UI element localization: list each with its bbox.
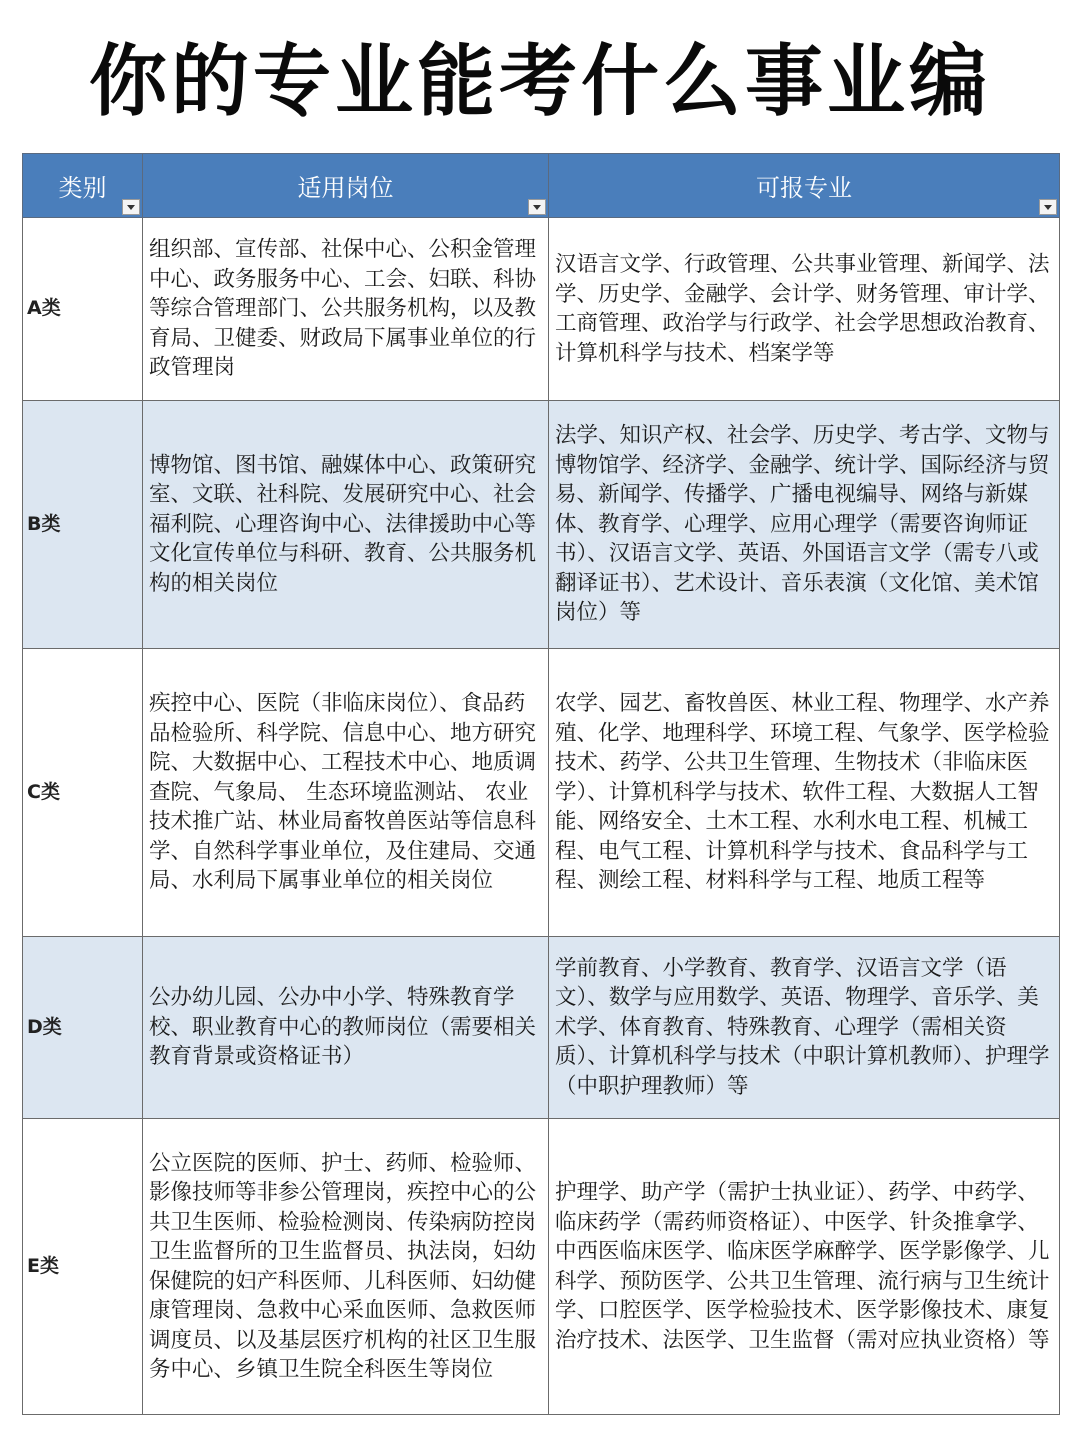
category-table [22, 153, 1060, 1415]
majors-text: 护理学、助产学（需护士执业证）、药学、中药学、临床药学（需药师资格证）、中医学、针灸推拿学、中西医临床医学、临床医学麻醉学、医学影像学、儿科学、预防医学、公共卫生管理、流行病与卫生统计学、口腔医学、医学检验技术、医学影像技术、康复治疗技术、法医学、卫生监督（需对应执业资格）等 [555, 1180, 1050, 1353]
positions-cell [143, 401, 549, 649]
header-row [23, 154, 1060, 218]
page-title: 你的专业能考什么事业编 [88, 37, 991, 127]
majors-text: 农学、园艺、畜牧兽医、林业工程、物理学、水产养殖、化学、地理科学、环境工程、气象学、医学检验技术、药学、公共卫生管理、生物技术（非临床医学）、计算机科学与技术、软件工程、大数据人工智能、网络安全、土木工程、水利水电工程、机械工程、电气工程、计算机科学与技术、食品科学与工程、测绘工程、材料科学与工程、地质工程等 [555, 691, 1050, 894]
header-majors-label: 可报专业 [756, 174, 852, 202]
majors-cell [549, 218, 1060, 401]
header-positions-label: 适用岗位 [297, 174, 394, 202]
majors-cell [549, 649, 1060, 937]
filter-dropdown-icon[interactable] [1039, 199, 1057, 215]
positions-text: 博物馆、图书馆、融媒体中心、政策研究室、文联、社科院、发展研究中心、社会福利院、心理咨询中心、法律援助中心等文化宣传单位与科研、教育、公共服务机构的相关岗位 [149, 452, 537, 596]
majors-text: 汉语言文学、行政管理、公共事业管理、新闻学、法学、历史学、金融学、会计学、财务管理、审计学、工商管理、政治学与行政学、社会学思想政治教育、计算机科学与技术、档案学等 [555, 252, 1050, 366]
majors-cell [549, 937, 1060, 1119]
majors-text: 法学、知识产权、社会学、历史学、考古学、文物与博物馆学、经济学、金融学、统计学、国际经济与贸易、新闻学、传播学、广播电视编导、网络与新媒体、教育学、心理学、应用心理学（需要咨询师证书）、汉语言文学、英语、外国语言文学（需专八或翻译证书）、艺术设计、音乐表演（文化馆、美术馆岗位）等 [555, 423, 1050, 626]
table-row [23, 218, 1060, 401]
positions-text: 公办幼儿园、公办中小学、特殊教育学校、职业教育中心的教师岗位（需要相关教育背景或资格证书） [149, 985, 537, 1070]
positions-text: 疾控中心、医院（非临床岗位）、食品药品检验所、科学院、信息中心、地方研究院、大数据中心、工程技术中心、地质调查院、气象局、 生态环境监测站、 农业技术推广站、林业局畜牧兽医站等信息科学、自然科学事业单位，及住建局、交通局、水利局下属事业单位的相关岗位 [149, 691, 537, 894]
positions-cell [143, 937, 549, 1119]
positions-cell [143, 1119, 549, 1415]
header-category-label: 类别 [58, 174, 107, 202]
category-cell: C类 [23, 649, 143, 937]
table-row [23, 937, 1060, 1119]
category-cell: A类 [23, 218, 143, 401]
category-cell: E类 [23, 1119, 143, 1415]
category-cell: D类 [23, 937, 143, 1119]
filter-dropdown-icon[interactable] [122, 199, 140, 215]
filter-dropdown-icon[interactable] [528, 199, 546, 215]
table-row [23, 401, 1060, 649]
header-majors [549, 154, 1060, 218]
header-positions [143, 154, 549, 218]
majors-cell [549, 1119, 1060, 1415]
positions-text: 组织部、宣传部、社保中心、公积金管理中心、政务服务中心、工会、妇联、科协等综合管理部门、公共服务机构，以及教育局、卫健委、财政局下属事业单位的行政管理岗 [149, 237, 537, 381]
category-cell: B类 [23, 401, 143, 649]
positions-cell [143, 649, 549, 937]
header-category [23, 154, 143, 218]
table-row [23, 649, 1060, 937]
table-row [23, 1119, 1060, 1415]
positions-text: 公立医院的医师、护士、药师、检验师、影像技师等非参公管理岗，疾控中心的公共卫生医师、检验检测岗、传染病防控岗卫生监督所的卫生监督员、执法岗，妇幼保健院的妇产科医师、儿科医师、妇幼健康管理岗、急救中心采血医师、急救医师调度员、以及基层医疗机构的社区卫生服务中心、乡镇卫生院全科医生等岗位 [149, 1150, 537, 1382]
positions-cell [143, 218, 549, 401]
majors-cell [549, 401, 1060, 649]
majors-text: 学前教育、小学教育、教育学、汉语言文学（语文）、数学与应用数学、英语、物理学、音乐学、美术学、体育教育、特殊教育、心理学（需相关资质）、计算机科学与技术（中职计算机教师）、护理学（中职护理教师）等 [555, 955, 1050, 1099]
